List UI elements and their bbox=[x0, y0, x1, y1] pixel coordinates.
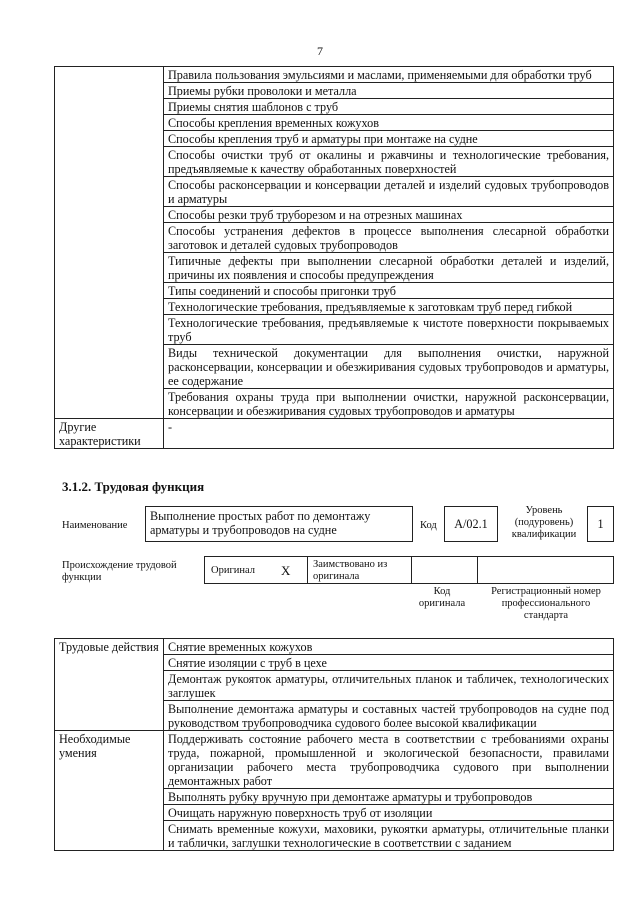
origin-divider bbox=[307, 557, 308, 583]
labor-action-item: Демонтаж рукояток арматуры, отличительных планок и табличек, технологических заглушек bbox=[164, 671, 614, 701]
other-characteristics-label: Другие характеристики bbox=[55, 419, 164, 449]
section-heading: 3.1.2. Трудовая функция bbox=[62, 479, 205, 494]
function-name-value: Выполнение простых работ по демонтажу арматуры и трубопроводов на судне bbox=[150, 509, 371, 537]
knowledge-item: Приемы снятия шаблонов с труб bbox=[164, 99, 614, 115]
level-label: Уровень (подуровень) квалификации bbox=[511, 505, 577, 540]
code-label: Код bbox=[420, 520, 437, 531]
knowledge-item: Способы крепления временных кожухов bbox=[164, 115, 614, 131]
knowledge-item: Типы соединений и способы пригонки труб bbox=[164, 283, 614, 299]
knowledge-item: Приемы рубки проволоки и металла bbox=[164, 83, 614, 99]
knowledge-item: Виды технической документации для выполнения очистки, наружной расконсервации, консервации и обезжиривания судовых трубопроводов и арматуры, ее содержание bbox=[164, 345, 614, 389]
knowledge-item: Способы очистки труб от окалины и ржавчины и технологические требования, предъявляемые к качеству обработанных поверхностей bbox=[164, 147, 614, 177]
knowledge-table bbox=[54, 66, 614, 449]
labor-action-item: Выполнение демонтажа арматуры и составных частей трубопроводов на судне под руководством трубопроводчика судового более высокой квалификации bbox=[164, 701, 614, 731]
function-name-box bbox=[145, 506, 413, 542]
page-number: 7 bbox=[317, 44, 323, 58]
origin-box bbox=[204, 556, 614, 584]
skills-label: Необходимые умения bbox=[55, 731, 164, 851]
name-label: Наименование bbox=[62, 520, 128, 531]
knowledge-item: Способы расконсервации и консервации деталей и изделий судовых трубопроводов и арматуры bbox=[164, 177, 614, 207]
knowledge-item: Требования охраны труда при выполнении очистки, наружной расконсервации, консервации и обезжиривания судовых трубопроводов и арматуры bbox=[164, 389, 614, 419]
level-value: 1 bbox=[597, 517, 604, 531]
knowledge-item: Способы резки труб труборезом и на отрезных машинах bbox=[164, 207, 614, 223]
original-mark: X bbox=[281, 563, 291, 578]
skill-item: Выполнять рубку вручную при демонтаже арматуры и трубопроводов bbox=[164, 789, 614, 805]
code-box bbox=[444, 506, 498, 542]
origin-divider bbox=[411, 557, 412, 583]
other-characteristics-value: - bbox=[164, 419, 614, 449]
code-original-label: Код оригинала bbox=[418, 586, 466, 609]
knowledge-label-cell bbox=[55, 67, 164, 419]
knowledge-item: Способы крепления труб и арматуры при монтаже на судне bbox=[164, 131, 614, 147]
knowledge-item: Способы устранения дефектов в процессе выполнения слесарной обработки заготовок и деталей судовых трубопроводов bbox=[164, 223, 614, 253]
labor-actions-label: Трудовые действия bbox=[55, 639, 164, 731]
reg-number-label: Регистрационный номер профессионального стандарта bbox=[491, 586, 601, 621]
labor-action-item: Снятие изоляции с труб в цехе bbox=[164, 655, 614, 671]
knowledge-item: Типичные дефекты при выполнении слесарной обработки деталей и изделий, причины их появления и способы предупреждения bbox=[164, 253, 614, 283]
skill-item: Поддерживать состояние рабочего места в соответствии с требованиями охраны труда, пожарной, промышленной и экологической безопасности, правилами организации рабочего места трубопроводчика судового при выполнении демонтажных работ bbox=[164, 731, 614, 789]
skill-item: Очищать наружную поверхность труб от изоляции bbox=[164, 805, 614, 821]
knowledge-item: Технологические требования, предъявляемые к чистоте поверхности покрываемых труб bbox=[164, 315, 614, 345]
code-value: A/02.1 bbox=[454, 517, 488, 531]
labor-action-item: Снятие временных кожухов bbox=[164, 639, 614, 655]
actions-table bbox=[54, 638, 614, 851]
origin-label: Происхождение трудовой функции bbox=[62, 560, 177, 583]
knowledge-item: Технологические требования, предъявляемые к заготовкам труб перед гибкой bbox=[164, 299, 614, 315]
knowledge-item: Правила пользования эмульсиями и маслами, применяемыми для обработки труб bbox=[164, 67, 614, 83]
borrowed-label: Заимствовано из оригинала bbox=[313, 559, 388, 582]
original-label: Оригинал bbox=[211, 565, 255, 576]
origin-divider bbox=[477, 557, 478, 583]
skill-item: Снимать временные кожухи, маховики, рукоятки арматуры, отличительные планки и таблички, заглушки технологические в соответствии с заданием bbox=[164, 821, 614, 851]
level-box bbox=[587, 506, 614, 542]
